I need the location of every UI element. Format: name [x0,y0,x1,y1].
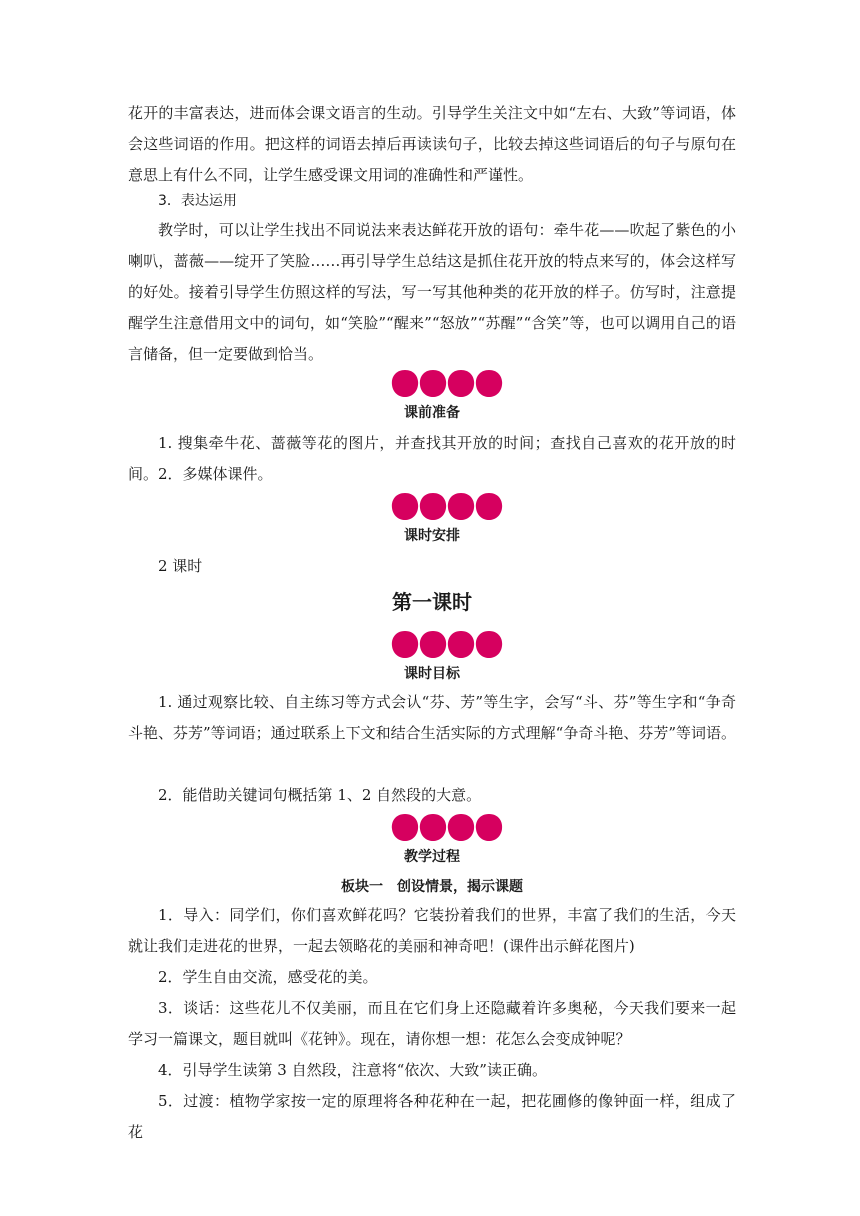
petal-divider-icon [391,368,503,398]
petal-shape [476,493,502,520]
process-item-3: 3．谈话：这些花儿不仅美丽，而且在它们身上还隐藏着许多奥秘，今天我们要来一起学习一篇课文，题目就叫《花钟》。现在，请你想一想：花怎么会变成钟呢？ [128,999,736,1048]
petal-shape [392,631,418,658]
petal-shape [476,370,502,397]
petal-shape [448,631,474,658]
petal-shape [448,814,474,841]
process-item-5: 5．过渡：植物学家按一定的原理将各种花种在一起，把花圃修的像钟面一样，组成了花 [128,1092,736,1141]
process-item-4: 4．引导学生读第 3 自然段，注意将“依次、大致”读正确。 [158,1061,547,1079]
petal-divider-icon [391,629,503,659]
petal-shape [392,370,418,397]
section-3-title: 3．表达运用 [158,193,237,209]
petal-divider-icon [391,812,503,842]
section-heading-goals: 课时目标 [404,666,460,682]
goal-item-2: 2．能借助关键词句概括第 1、2 自然段的大意。 [158,786,482,804]
section-heading-process: 教学过程 [404,849,460,865]
petal-shape [448,370,474,397]
petal-shape [476,631,502,658]
petal-shape [392,814,418,841]
petal-shape [420,493,446,520]
petal-shape [420,814,446,841]
schedule-text: 2 课时 [158,557,203,575]
petal-shape [420,370,446,397]
petal-shape [420,631,446,658]
prep-item-1: 1. 搜集牵牛花、蔷薇等花的图片，并查找其开放的时间；查找自己喜欢的花开放的时间。 [128,434,736,483]
petal-divider-icon [391,491,503,521]
lesson-title: 第一课时 [392,590,472,614]
petal-shape [476,814,502,841]
paragraph-expression: 教学时，可以让学生找出不同说法来表达鲜花开放的语句：牵牛花——吹起了紫色的小喇叭，蔷薇——绽开了笑脸……再引导学生总结这是抓住花开放的特点来写的，体会这样写的好处。接着引导学生仿照这样的写法，写一写其他种类的花开放的样子。仿写时，注意提醒学生注意借用文中的词句，如“笑脸”“醒来”“怒放”“苏醒”“含笑”等，也可以调用自己的语言储备，但一定要做到恰当。 [128,221,736,363]
paragraph-intro-continued: 花开的丰富表达，进而体会课文语言的生动。引导学生关注文中如“左右、大致”等词语，体会这些词语的作用。把这样的词语去掉后再读读句子，比较去掉这些词语后的句子与原句在意思上有什么不同，让学生感受课文用词的准确性和严谨性。 [128,104,736,184]
prep-item-2: 2．多媒体课件。 [158,465,273,483]
petal-shape [392,493,418,520]
goal-item-1: 1. 通过观察比较、自主练习等方式会认“芬、芳”等生字，会写“斗、芬”等生字和“争奇斗艳、芬芳”等词语；通过联系上下文和结合生活实际的方式理解“争奇斗艳、芬芳”等词语。 [128,693,737,742]
process-item-2: 2．学生自由交流，感受花的美。 [158,968,378,986]
process-item-1: 1．导入：同学们，你们喜欢鲜花吗？它装扮着我们的世界，丰富了我们的生活，今天就让我们走进花的世界，一起去领略花的美丽和神奇吧！(课件出示鲜花图片) [128,906,736,955]
petal-shape [448,493,474,520]
section-heading-schedule: 课时安排 [404,528,460,544]
section-heading-prep: 课前准备 [404,405,460,421]
block-title: 板块一 创设情景，揭示课题 [341,879,523,895]
